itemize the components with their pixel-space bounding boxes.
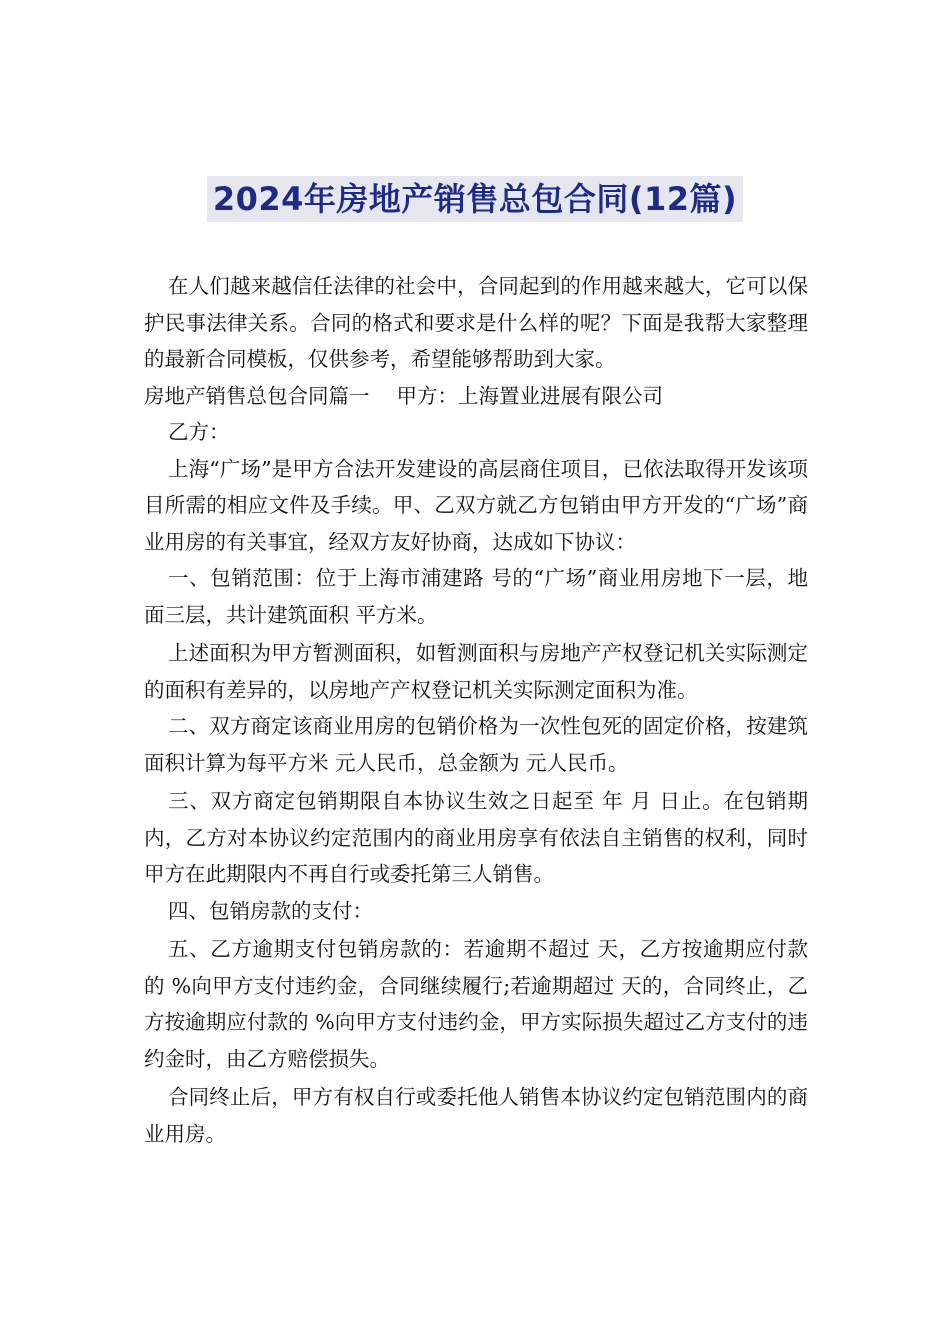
paragraph-clause-2: 二、双方商定该商业用房的包销价格为一次性包死的固定价格，按建筑面积计算为每平方米 元人民币，总金额为 元人民币。 (144, 714, 808, 775)
paragraph-clause-4: 四、包销房款的支付： (168, 898, 373, 923)
paragraph-area-note: 上述面积为甲方暂测面积，如暂测面积与房地产产权登记机关实际测定的面积有差异的，以房地产产权登记机关实际测定面积为准。 (144, 641, 808, 702)
paragraph-clause-5: 五、乙方逾期支付包销房款的：若逾期不超过 天，乙方按逾期应付款的 %向甲方支付违约金，合同继续履行;若逾期超过 天的，合同终止，乙方按逾期应付款的 %向甲方支付违约金，甲方实际损失超过乙方支付的违约金时，由乙方赔偿损失。 (144, 937, 808, 1071)
paragraph-party-a: 房地产销售总包合同篇一 甲方：上海置业进展有限公司 (144, 383, 664, 408)
paragraph-clause-3: 三、双方商定包销期限自本协议生效之日起至 年 月 日止。在包销期内，乙方对本协议约定范围内的商业用房享有依法自主销售的权利，同时甲方在此期限内不再自行或委托第三人销售。 (144, 789, 808, 886)
title-container (0, 176, 950, 222)
paragraph-termination: 合同终止后，甲方有权自行或委托他人销售本协议约定包销范围内的商业用房。 (144, 1085, 808, 1146)
paragraph-preamble: 上海“广场”是甲方合法开发建设的高层商住项目，已依法取得开发该项目所需的相应文件及手续。甲、乙双方就乙方包销由甲方开发的“广场”商业用房的有关事宜，经双方友好协商，达成如下协议： (144, 456, 808, 554)
document-body (144, 268, 808, 1152)
document-title: 2024年房地产销售总包合同(12篇) (207, 176, 743, 222)
paragraph-intro: 在人们越来越信任法律的社会中，合同起到的作用越来越大，它可以保护民事法律关系。合同的格式和要求是什么样的呢？下面是我帮大家整理的最新合同模板，仅供参考，希望能够帮助到大家。 (144, 274, 808, 371)
paragraph-clause-1: 一、包销范围：位于上海市浦建路 号的“广场”商业用房地下一层，地面三层，共计建筑面积 平方米。 (144, 566, 808, 627)
paragraph-party-b: 乙方： (168, 420, 230, 444)
